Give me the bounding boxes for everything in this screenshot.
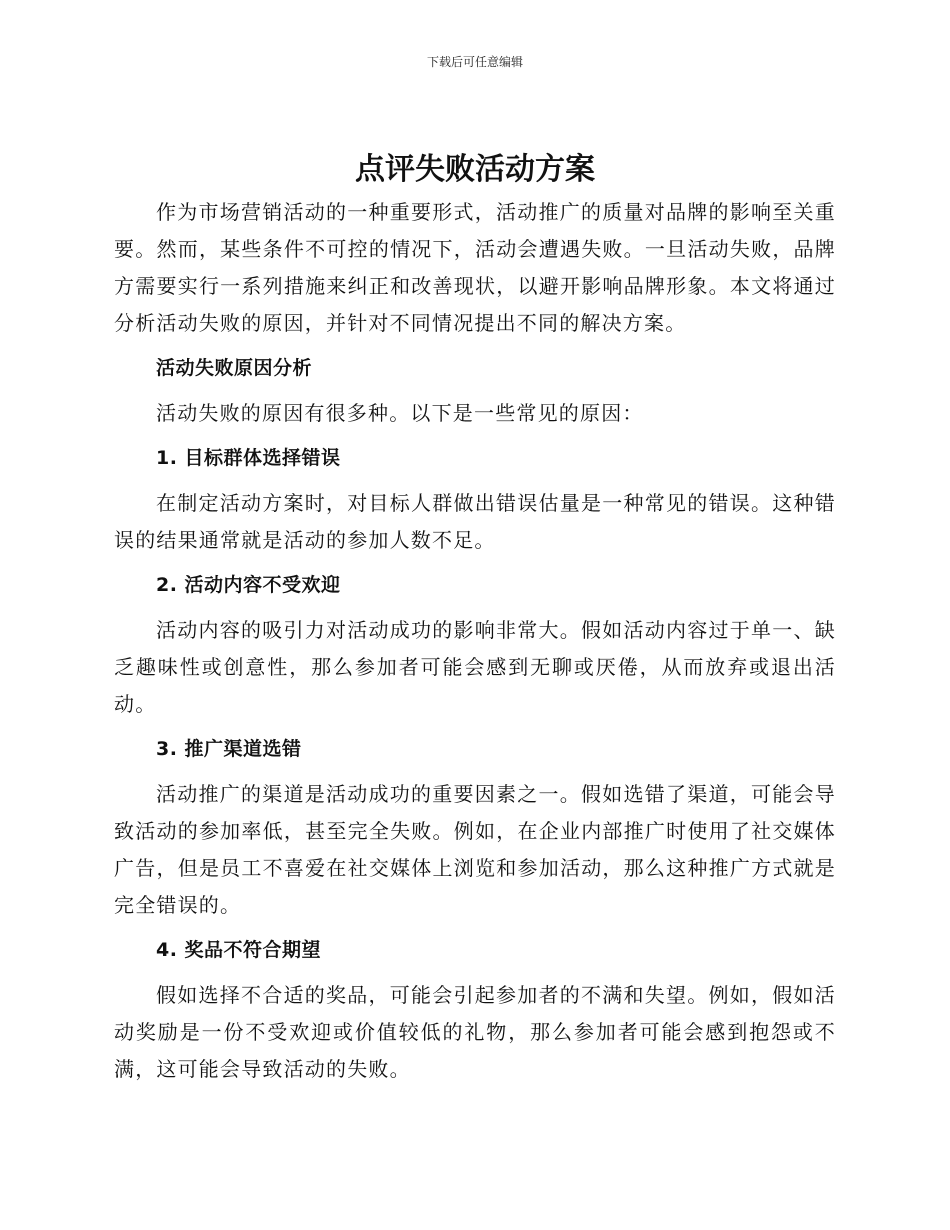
header-note: 下载后可任意编辑 [426, 55, 523, 69]
section-intro-paragraph: 活动失败的原因有很多种。以下是一些常见的原因： [156, 401, 644, 425]
item-heading-1: 1. 目标群体选择错误 [156, 447, 341, 469]
item-heading-4: 4. 奖品不符合期望 [156, 939, 322, 961]
item-paragraph-1: 在制定活动方案时，对目标人群做出错误估量是一种常见的错误。这种错误的结果通常就是活动的参加人数不足。 [114, 491, 836, 552]
section-heading: 活动失败原因分析 [156, 357, 313, 379]
item-paragraph-3: 活动推广的渠道是活动成功的重要因素之一。假如选错了渠道，可能会导致活动的参加率低，甚至完全失败。例如，在企业内部推广时使用了社交媒体广告，但是员工不喜爱在社交媒体上浏览和参加活动，那么这种推广方式就是完全错误的。 [114, 782, 836, 917]
item-heading-2: 2. 活动内容不受欢迎 [156, 574, 341, 596]
document-title: 点评失败活动方案 [355, 152, 595, 187]
item-paragraph-2: 活动内容的吸引力对活动成功的影响非常大。假如活动内容过于单一、缺乏趣味性或创意性，那么参加者可能会感到无聊或厌倦，从而放弃或退出活动。 [114, 618, 836, 716]
intro-paragraph: 作为市场营销活动的一种重要形式，活动推广的质量对品牌的影响至关重要。然而，某些条件不可控的情况下，活动会遭遇失败。一旦活动失败，品牌方需要实行一系列措施来纠正和改善现状，以避开影响品牌形象。本文将通过分析活动失败的原因，并针对不同情况提出不同的解决方案。 [114, 200, 836, 335]
item-heading-3: 3. 推广渠道选错 [156, 738, 302, 760]
document-body [114, 194, 836, 1088]
item-paragraph-4: 假如选择不合适的奖品，可能会引起参加者的不满和失望。例如，假如活动奖励是一份不受欢迎或价值较低的礼物，那么参加者可能会感到抱怨或不满，这可能会导致活动的失败。 [114, 983, 836, 1081]
